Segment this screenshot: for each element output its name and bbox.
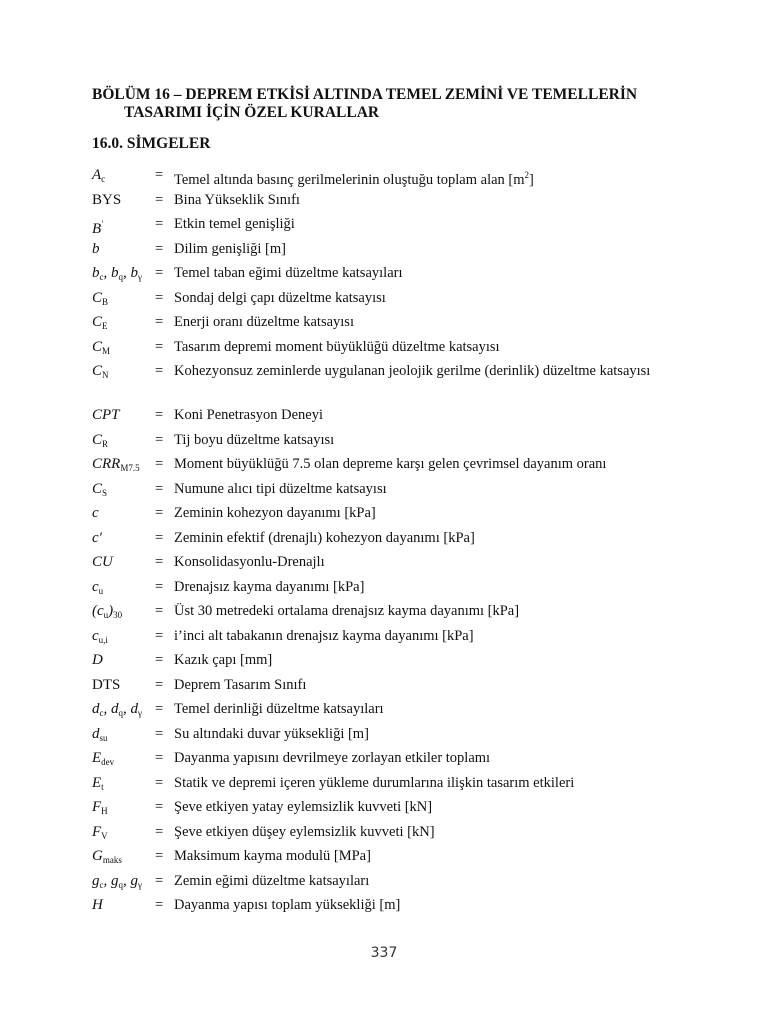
symbol-row <box>92 550 712 575</box>
symbol-definition: Zeminin kohezyon dayanımı [kPa] <box>174 505 376 521</box>
symbol-definition: Şeve etkiyen düşey eylemsizlik kuvveti [kN] <box>174 823 435 840</box>
symbol-row <box>92 844 712 869</box>
symbol-row <box>92 746 712 771</box>
symbol-row <box>92 599 712 624</box>
chapter-heading-line2: TASARIMI İÇİN ÖZEL KURALLAR <box>124 104 380 121</box>
equals-sign: = <box>155 191 164 208</box>
symbol-term: DTS <box>92 676 121 693</box>
symbol-term: $b_c$, $b_q$, $b_\gamma$ <box>92 265 142 282</box>
symbol-term: $C_M$ <box>92 338 111 356</box>
symbol-definition: Bina Yükseklik Sınıfı <box>174 191 300 208</box>
symbol-row <box>92 310 712 335</box>
equals-sign: = <box>155 750 164 766</box>
equals-sign: = <box>155 407 164 423</box>
equals-sign: = <box>155 480 164 497</box>
symbol-definition: Üst 30 metredeki ortalama drenajsız kayma dayanımı [kPa] <box>174 603 520 619</box>
symbol-term: CPT <box>92 407 120 423</box>
symbol-row <box>92 697 712 722</box>
symbol-row <box>92 820 712 845</box>
equals-sign: = <box>155 338 164 355</box>
symbol-term: $(c_u)_{30}$ <box>92 603 123 620</box>
symbol-term: $C_B$ <box>92 289 109 307</box>
symbol-row <box>92 359 712 403</box>
symbol-definition: Temel derinliği düzeltme katsayıları <box>174 701 384 717</box>
symbol-row <box>92 673 712 698</box>
equals-sign: = <box>155 167 164 183</box>
symbol-row <box>92 286 712 311</box>
symbol-row <box>92 261 712 286</box>
page-number: 337 <box>370 945 398 961</box>
equals-sign: = <box>155 554 164 570</box>
equals-sign: = <box>155 676 164 693</box>
symbol-term: $c_u$ <box>92 578 104 596</box>
symbol-term: $C_S$ <box>92 480 108 498</box>
symbol-definition: Numune alıcı tipi düzeltme katsayısı <box>174 480 387 497</box>
equals-sign: = <box>155 701 164 717</box>
symbol-term: BYS <box>92 191 122 208</box>
equals-sign: = <box>155 529 164 546</box>
symbol-row <box>92 403 712 428</box>
symbol-term: $G_{maks}$ <box>92 848 122 865</box>
symbol-row <box>92 648 712 673</box>
symbol-term: $C_R$ <box>92 431 109 449</box>
symbol-row <box>92 477 712 502</box>
equals-sign: = <box>155 603 164 619</box>
symbol-definition: Koni Penetrasyon Deneyi <box>174 407 323 423</box>
symbol-term: $F_H$ <box>92 799 108 816</box>
symbol-row <box>92 795 712 820</box>
symbol-term: $CRR_{M7.5}$ <box>92 456 140 473</box>
symbol-term: $d_{su}$ <box>92 725 108 743</box>
symbol-term: CU <box>92 554 113 570</box>
symbol-term: $C_N$ <box>92 363 109 380</box>
equals-sign: = <box>155 725 164 742</box>
symbol-definition: Drenajsız kayma dayanımı [kPa] <box>174 578 365 595</box>
symbol-term: D <box>92 652 103 668</box>
equals-sign: = <box>155 431 164 448</box>
symbol-term: $E_t$ <box>92 774 104 792</box>
symbol-term: $E_{dev}$ <box>92 750 115 767</box>
symbol-row <box>92 428 712 453</box>
symbol-row <box>92 188 712 213</box>
symbol-row <box>92 452 712 477</box>
symbol-term: H <box>92 897 103 913</box>
symbol-row <box>92 237 712 262</box>
equals-sign: = <box>155 363 164 379</box>
symbol-definition: Sondaj delgi çapı düzeltme katsayısı <box>174 289 386 306</box>
symbol-definition: Moment büyüklüğü 7.5 olan depreme karşı gelen çevrimsel dayanım oranı <box>174 456 607 472</box>
symbol-definition: Zeminin efektif (drenajlı) kohezyon dayanımı [kPa] <box>174 529 475 546</box>
symbol-definition: Temel taban eğimi düzeltme katsayıları <box>174 265 403 281</box>
equals-sign: = <box>155 505 164 521</box>
symbol-row <box>92 501 712 526</box>
symbol-term: $C_E$ <box>92 314 108 331</box>
symbol-definition: Şeve etkiyen yatay eylemsizlik kuvveti [kN] <box>174 799 433 815</box>
symbol-term: c <box>92 505 99 521</box>
symbol-row <box>92 771 712 796</box>
symbol-row <box>92 212 712 237</box>
section-title: 16.0. SİMGELER <box>92 135 211 152</box>
symbol-definition: Etkin temel genişliği <box>174 216 295 232</box>
symbol-term: b <box>92 240 100 257</box>
symbol-term: B′ <box>92 219 104 237</box>
equals-sign: = <box>155 823 164 840</box>
equals-sign: = <box>155 848 164 864</box>
symbol-definition: Enerji oranı düzeltme katsayısı <box>174 314 354 330</box>
symbol-row <box>92 624 712 649</box>
equals-sign: = <box>155 265 164 281</box>
chapter-heading <box>92 86 692 122</box>
symbol-definition: Konsolidasyonlu-Drenajlı <box>174 554 325 570</box>
equals-sign: = <box>155 240 164 257</box>
symbol-definition: Deprem Tasarım Sınıfı <box>174 676 307 693</box>
equals-sign: = <box>155 872 164 889</box>
equals-sign: = <box>155 652 164 668</box>
symbol-row <box>92 575 712 600</box>
equals-sign: = <box>155 799 164 815</box>
symbol-row <box>92 335 712 360</box>
equals-sign: = <box>155 578 164 595</box>
equals-sign: = <box>155 774 164 791</box>
symbol-definition: Statik ve depremi içeren yükleme durumlarına ilişkin tasarım etkileri <box>174 774 575 791</box>
symbol-row <box>92 163 712 188</box>
symbol-row <box>92 526 712 551</box>
symbol-definition: Dilim genişliği [m] <box>174 240 286 257</box>
symbol-definition: Tij boyu düzeltme katsayısı <box>174 431 335 448</box>
equals-sign: = <box>155 216 164 232</box>
chapter-heading-line1: BÖLÜM 16 – DEPREM ETKİSİ ALTINDA TEMEL ZEMİNİ VE TEMELLERİN <box>92 86 638 103</box>
symbol-definition: Zemin eğimi düzeltme katsayıları <box>174 872 370 889</box>
equals-sign: = <box>155 897 164 913</box>
symbol-definition: Dayanma yapısı toplam yüksekliği [m] <box>174 897 401 913</box>
symbol-term: $c_{u,i}$ <box>92 627 108 645</box>
symbol-row <box>92 722 712 747</box>
symbol-definition: Tasarım depremi moment büyüklüğü düzeltme katsayısı <box>174 338 500 355</box>
symbol-list <box>92 163 712 918</box>
symbol-row <box>92 893 712 918</box>
symbol-definition: Kohezyonsuz zeminlerde uygulanan jeolojik gerilme (derinlik) düzeltme katsayısı <box>174 363 651 379</box>
symbol-term: c′ <box>92 529 102 546</box>
symbol-row <box>92 869 712 894</box>
symbol-definition: Temel altında basınç gerilmelerinin oluştuğu toplam alan $[m^2]$ <box>174 170 534 188</box>
symbol-definition: Su altındaki duvar yüksekliği [m] <box>174 725 369 742</box>
symbol-term: $F_V$ <box>92 823 108 841</box>
equals-sign: = <box>155 456 164 472</box>
symbol-definition: Maksimum kayma modulü [MPa] <box>174 848 371 864</box>
symbol-definition: Kazık çapı [mm] <box>174 652 273 668</box>
symbol-definition: i’inci alt tabakanın drenajsız kayma dayanımı [kPa] <box>174 627 474 644</box>
symbol-term: $d_c$, $d_q$, $d_\gamma$ <box>92 701 142 718</box>
equals-sign: = <box>155 289 164 306</box>
equals-sign: = <box>155 627 164 644</box>
equals-sign: = <box>155 314 164 330</box>
symbol-term: $g_c$, $g_q$, $g_\gamma$ <box>92 872 142 890</box>
symbol-term: $A_c$ <box>92 167 106 184</box>
symbol-definition: Dayanma yapısını devrilmeye zorlayan etkiler toplamı <box>174 750 491 766</box>
